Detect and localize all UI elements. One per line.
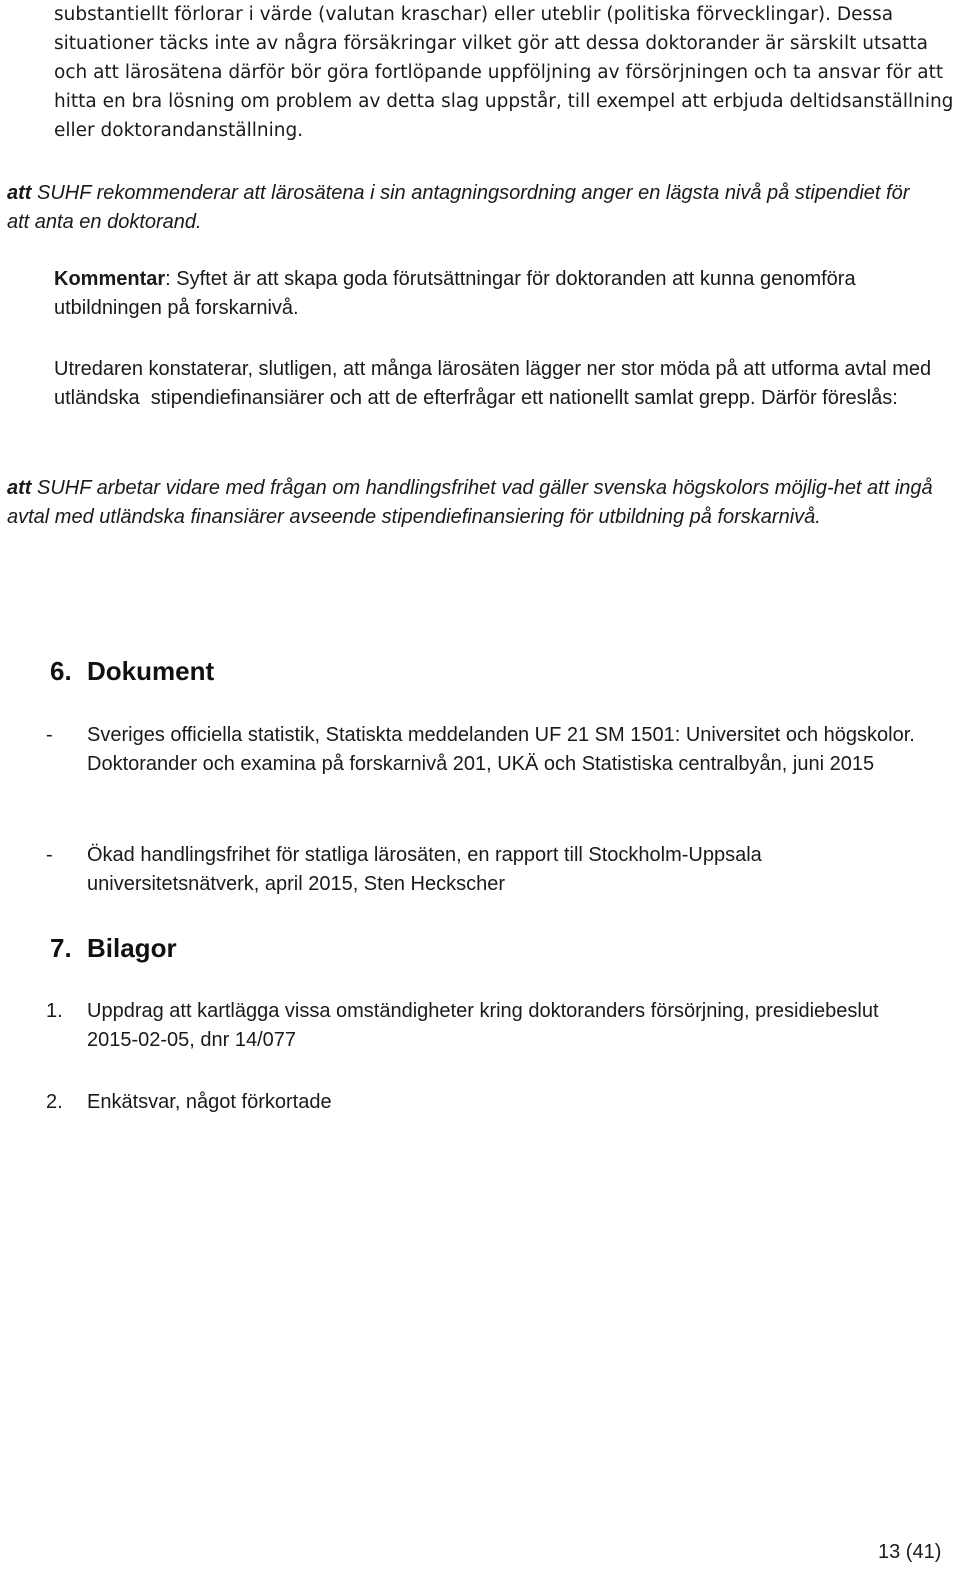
recommendation-text: SUHF rekommenderar att lärosätena i sin antagningsordning anger en lägsta nivå på stipendiet för att anta en doktorand.	[7, 182, 915, 233]
comment-label: Kommentar	[54, 268, 166, 290]
recommendation-keyword: att	[7, 182, 32, 204]
list-item-text: Uppdrag att kartlägga vissa omständigheter kring doktoranders försörjning, presidiebeslut 2015-02-05, dnr 14/077	[87, 1000, 879, 1051]
recommendation-paragraph-2	[7, 474, 947, 532]
list-item	[46, 1088, 926, 1117]
list-marker: -	[46, 844, 53, 866]
list-item-text: Enkätsvar, något förkortade	[87, 1091, 332, 1113]
recommendation-text: SUHF arbetar vidare med frågan om handlingsfrihet vad gäller svenska högskolors möjlig-het att ingå avtal med utländska finansiärer avseende stipendiefinansiering för utbildning på forskarnivå.	[7, 477, 939, 528]
list-marker: 2.	[46, 1091, 63, 1113]
page-number: 13 (41)	[878, 1541, 942, 1563]
list-item	[46, 997, 926, 1055]
comment-paragraph	[54, 265, 934, 323]
section-number: 7.	[50, 933, 72, 963]
list-item-text: Sveriges officiella statistik, Statiskta meddelanden UF 21 SM 1501: Universitet och högskolor. Doktorander och examina på forskarnivå 201, UKÄ och Statistiska centralbyån, juni 2015	[87, 724, 915, 775]
recommendation-paragraph-1	[7, 179, 937, 237]
section-title: Bilagor	[87, 933, 177, 963]
list-marker: 1.	[46, 1000, 63, 1022]
list-marker: -	[46, 724, 53, 746]
comment-text: : Syftet är att skapa goda förutsättningar för doktoranden att kunna genomföra utbildningen på forskarnivå.	[54, 268, 862, 319]
section-heading-bilagor	[50, 932, 177, 964]
conclusion-paragraph: Utredaren konstaterar, slutligen, att många lärosäten lägger ner stor möda på att utforma avtal med utländska stipendiefinansiärer och att de efterfrågar ett nationellt samlat grepp. Därför föreslås:	[54, 358, 937, 409]
section-heading-dokument	[50, 655, 214, 687]
list-item	[46, 841, 926, 899]
recommendation-keyword: att	[7, 477, 32, 499]
section-number: 6.	[50, 656, 72, 686]
list-item	[46, 721, 926, 779]
body-paragraph-intro: substantiellt förlorar i värde (valutan kraschar) eller uteblir (politiska förvecklingar). Dessa situationer täcks inte av några försäkringar vilket gör att dessa doktorander är särskilt utsatta och att lärosätena därför bör göra fortlöpande uppföljning av försörjningen och ta ansvar för att hitta en bra lösning om problem av detta slag uppstår, till exempel att erbjuda deltidsanställning eller doktorandanställning.	[54, 4, 960, 141]
section-title: Dokument	[87, 656, 215, 686]
list-item-text: Ökad handlingsfrihet för statliga lärosäten, en rapport till Stockholm-Uppsala universitetsnätverk, april 2015, Sten Heckscher	[87, 844, 762, 895]
